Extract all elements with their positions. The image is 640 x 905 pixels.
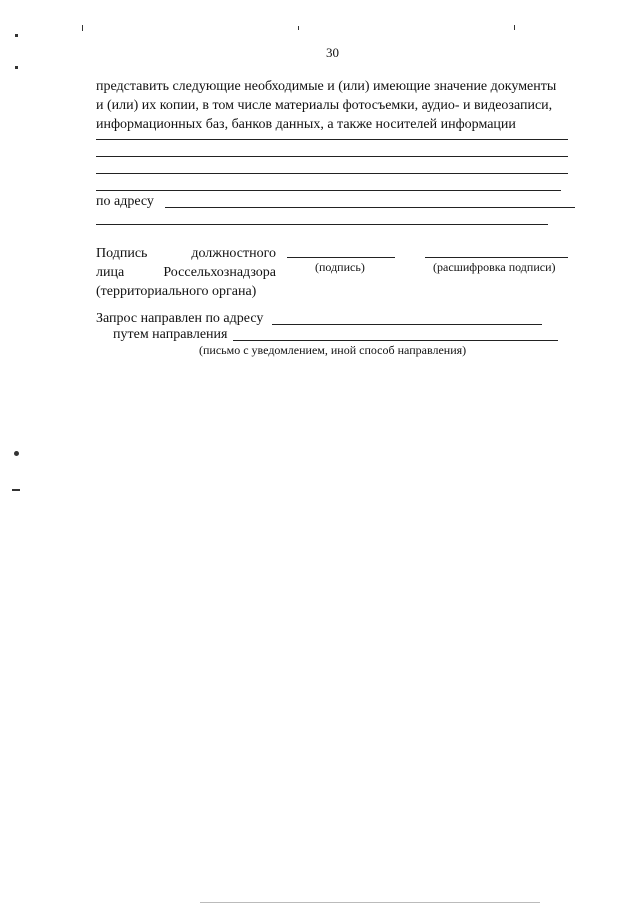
documents-blank-line[interactable] (96, 190, 561, 191)
request-sent-to-label: Запрос направлен по адресу (96, 311, 264, 326)
signature-label-row: (территориального органа) (96, 284, 257, 299)
intro-line: информационных баз, банков данных, а также носителей информации (96, 117, 516, 132)
scan-mark (12, 489, 20, 491)
official-signature-label (96, 244, 276, 301)
request-method-caption: (письмо с уведомлением, иной способ направления) (199, 343, 467, 357)
signature-label-word: Подпись (96, 246, 148, 261)
address-blank-line[interactable] (165, 207, 575, 208)
signature-label-row (96, 263, 276, 282)
scan-mark (82, 25, 83, 31)
request-method-blank-line[interactable] (233, 340, 558, 341)
signature-label-word: должностного (191, 246, 276, 261)
documents-blank-line[interactable] (96, 156, 568, 157)
address-blank-line[interactable] (96, 224, 548, 225)
scan-mark (514, 25, 515, 30)
scan-mark (15, 34, 18, 37)
documents-blank-line[interactable] (96, 139, 568, 140)
request-address-blank-line[interactable] (272, 324, 542, 325)
scan-mark (298, 26, 299, 30)
documents-blank-line[interactable] (96, 173, 568, 174)
scan-mark (14, 451, 19, 456)
signature-decoding-caption: (расшифровка подписи) (433, 260, 556, 274)
signature-blank-line[interactable] (287, 257, 395, 258)
scan-mark (15, 66, 18, 69)
scan-mark (200, 902, 540, 903)
signature-label-word: Россельхознадзора (163, 265, 276, 280)
signature-caption: (подпись) (315, 260, 365, 274)
signature-label-row (96, 244, 276, 263)
request-intro-text (96, 77, 586, 134)
address-label: по адресу (96, 194, 154, 209)
signature-decoding-blank-line[interactable] (425, 257, 568, 258)
intro-line: и (или) их копии, в том числе материалы фотосъемки, аудио- и видеозаписи, (96, 98, 553, 113)
intro-line: представить следующие необходимые и (или) имеющие значение документы (96, 79, 557, 94)
request-method-label: путем направления (113, 327, 228, 342)
signature-label-word: лица (96, 265, 125, 280)
page-number: 30 (326, 45, 339, 60)
